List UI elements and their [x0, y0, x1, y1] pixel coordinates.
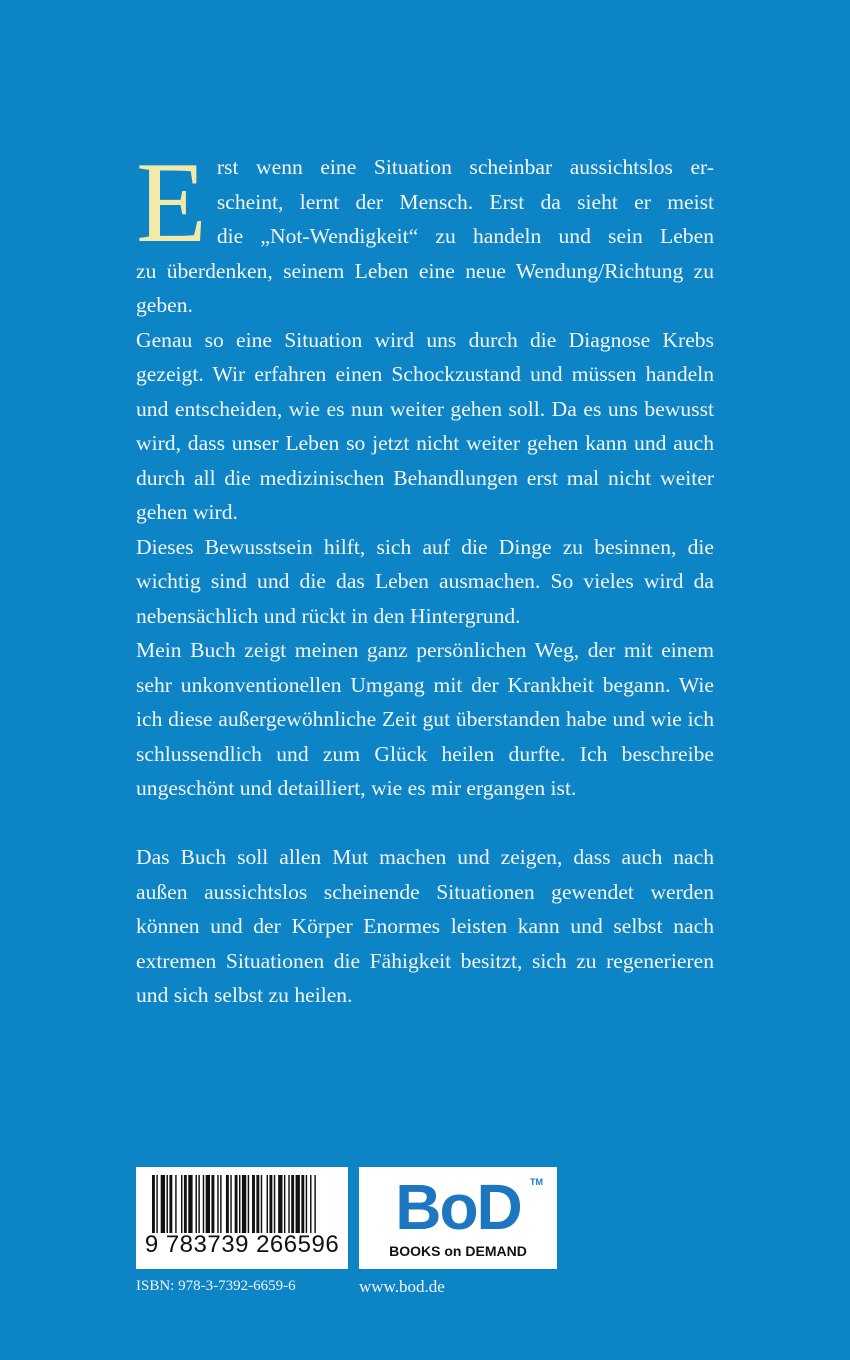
barcode-bar — [291, 1175, 294, 1233]
barcode-bar — [198, 1175, 199, 1233]
barcode-bar — [261, 1175, 262, 1233]
barcode-bar — [211, 1175, 214, 1233]
paragraph-encouragement: Das Buch soll allen Mut machen und zeigen, dass auch nach außen aussichtslos scheinende Situationen gewendet werden können und der Körper Enormes leisten kann und selbst nach extremen Situationen die Fähigkeit besitzt, sich zu regenerieren und sich selbst zu heilen. — [136, 845, 714, 1007]
barcode-bar — [278, 1175, 282, 1233]
intro-line-3: die „Not-Wendigkeit“ zu handeln und sein Leben — [216, 224, 714, 248]
paragraph-diagnosis: Genau so eine Situation wird uns durch die Diagnose Krebs gezeigt. Wir erfahren einen Schockzustand und müssen handeln und entscheiden, wie es nun weiter gehen soll. Da es uns bewusst wird, dass unser Leben so jetzt nicht weiter gehen kann und auch durch all die medizinischen Behandlungen erst mal nicht weiter gehen wird. — [136, 327, 714, 524]
logo-trademark: TM — [530, 1177, 543, 1187]
barcode-bar — [274, 1175, 275, 1233]
barcode-bar — [306, 1175, 307, 1233]
intro-line-2: scheint, lernt der Mensch. Erst da sieht er meist — [216, 189, 714, 214]
paragraph-personal-way: Mein Buch zeigt meinen ganz persönlichen Weg, der mit einem sehr unkonventionellen Umgang mit der Krankheit begann. Wie ich diese außergewöhnliche Zeit gut überstanden habe und wie ich schlussendlich und zum Glück heilen durfte. Ich beschreibe ungeschönt und detailliert, wie es mir ergangen ist. — [136, 638, 714, 800]
barcode-bar — [310, 1175, 311, 1233]
barcode-bar — [169, 1175, 172, 1233]
barcode-bar — [248, 1175, 249, 1233]
barcode-bar — [152, 1175, 155, 1233]
barcode-bar — [235, 1175, 238, 1233]
barcode-bar — [181, 1175, 182, 1233]
isbn-label: ISBN: 978-3-7392-6659-6 — [136, 1278, 296, 1294]
barcode-bar — [256, 1175, 259, 1233]
barcode-bar — [175, 1175, 176, 1233]
barcode-bar — [288, 1175, 289, 1233]
paragraph-gap — [136, 806, 714, 841]
barcode-bar — [206, 1175, 210, 1233]
barcode-bar — [196, 1175, 197, 1233]
barcode-bar — [203, 1175, 204, 1233]
barcode-bar — [230, 1175, 231, 1233]
barcode-bar — [242, 1175, 246, 1233]
paragraph-awareness: Dieses Bewusstsein hilft, sich auf die Dinge zu besinnen, die wichtig sind und die das Leben ausmachen. So vieles wird da nebensächlich und rückt in den Hintergrund. — [136, 534, 714, 628]
barcode-bar — [217, 1175, 218, 1233]
barcode-bar — [161, 1175, 165, 1233]
publisher-website[interactable]: www.bod.de — [359, 1277, 445, 1296]
barcode-bar — [220, 1175, 221, 1233]
barcode-bar — [226, 1175, 229, 1233]
paragraph-intro — [136, 139, 714, 323]
intro-rest: zu überdenken, seinem Leben eine neue Wendung/Richtung zu geben. — [136, 258, 714, 317]
barcode-bar — [301, 1175, 304, 1233]
barcode-bar — [284, 1175, 285, 1233]
barcode-bar — [296, 1175, 300, 1233]
barcode-bar — [269, 1175, 272, 1233]
barcode-bar — [314, 1175, 315, 1233]
logo-subtitle: BOOKS on DEMAND — [389, 1243, 527, 1259]
barcode-bar — [188, 1175, 192, 1233]
barcode-bar — [184, 1175, 187, 1233]
publisher-logo — [359, 1167, 557, 1269]
barcode-bar — [252, 1175, 255, 1233]
drop-cap-letter: E — [136, 139, 207, 267]
back-cover-blurb — [136, 139, 714, 1013]
barcode-bar — [267, 1175, 268, 1233]
intro-line-1: rst wenn eine Situation scheinbar aussichtslos er- — [216, 155, 714, 179]
barcode-bar — [239, 1175, 240, 1233]
barcode-bar — [167, 1175, 168, 1233]
isbn-barcode — [136, 1167, 348, 1269]
barcode-digits: 9 783739 266596 — [144, 1231, 340, 1258]
logo-word: BoD — [395, 1171, 521, 1243]
barcode-bar — [156, 1175, 157, 1233]
